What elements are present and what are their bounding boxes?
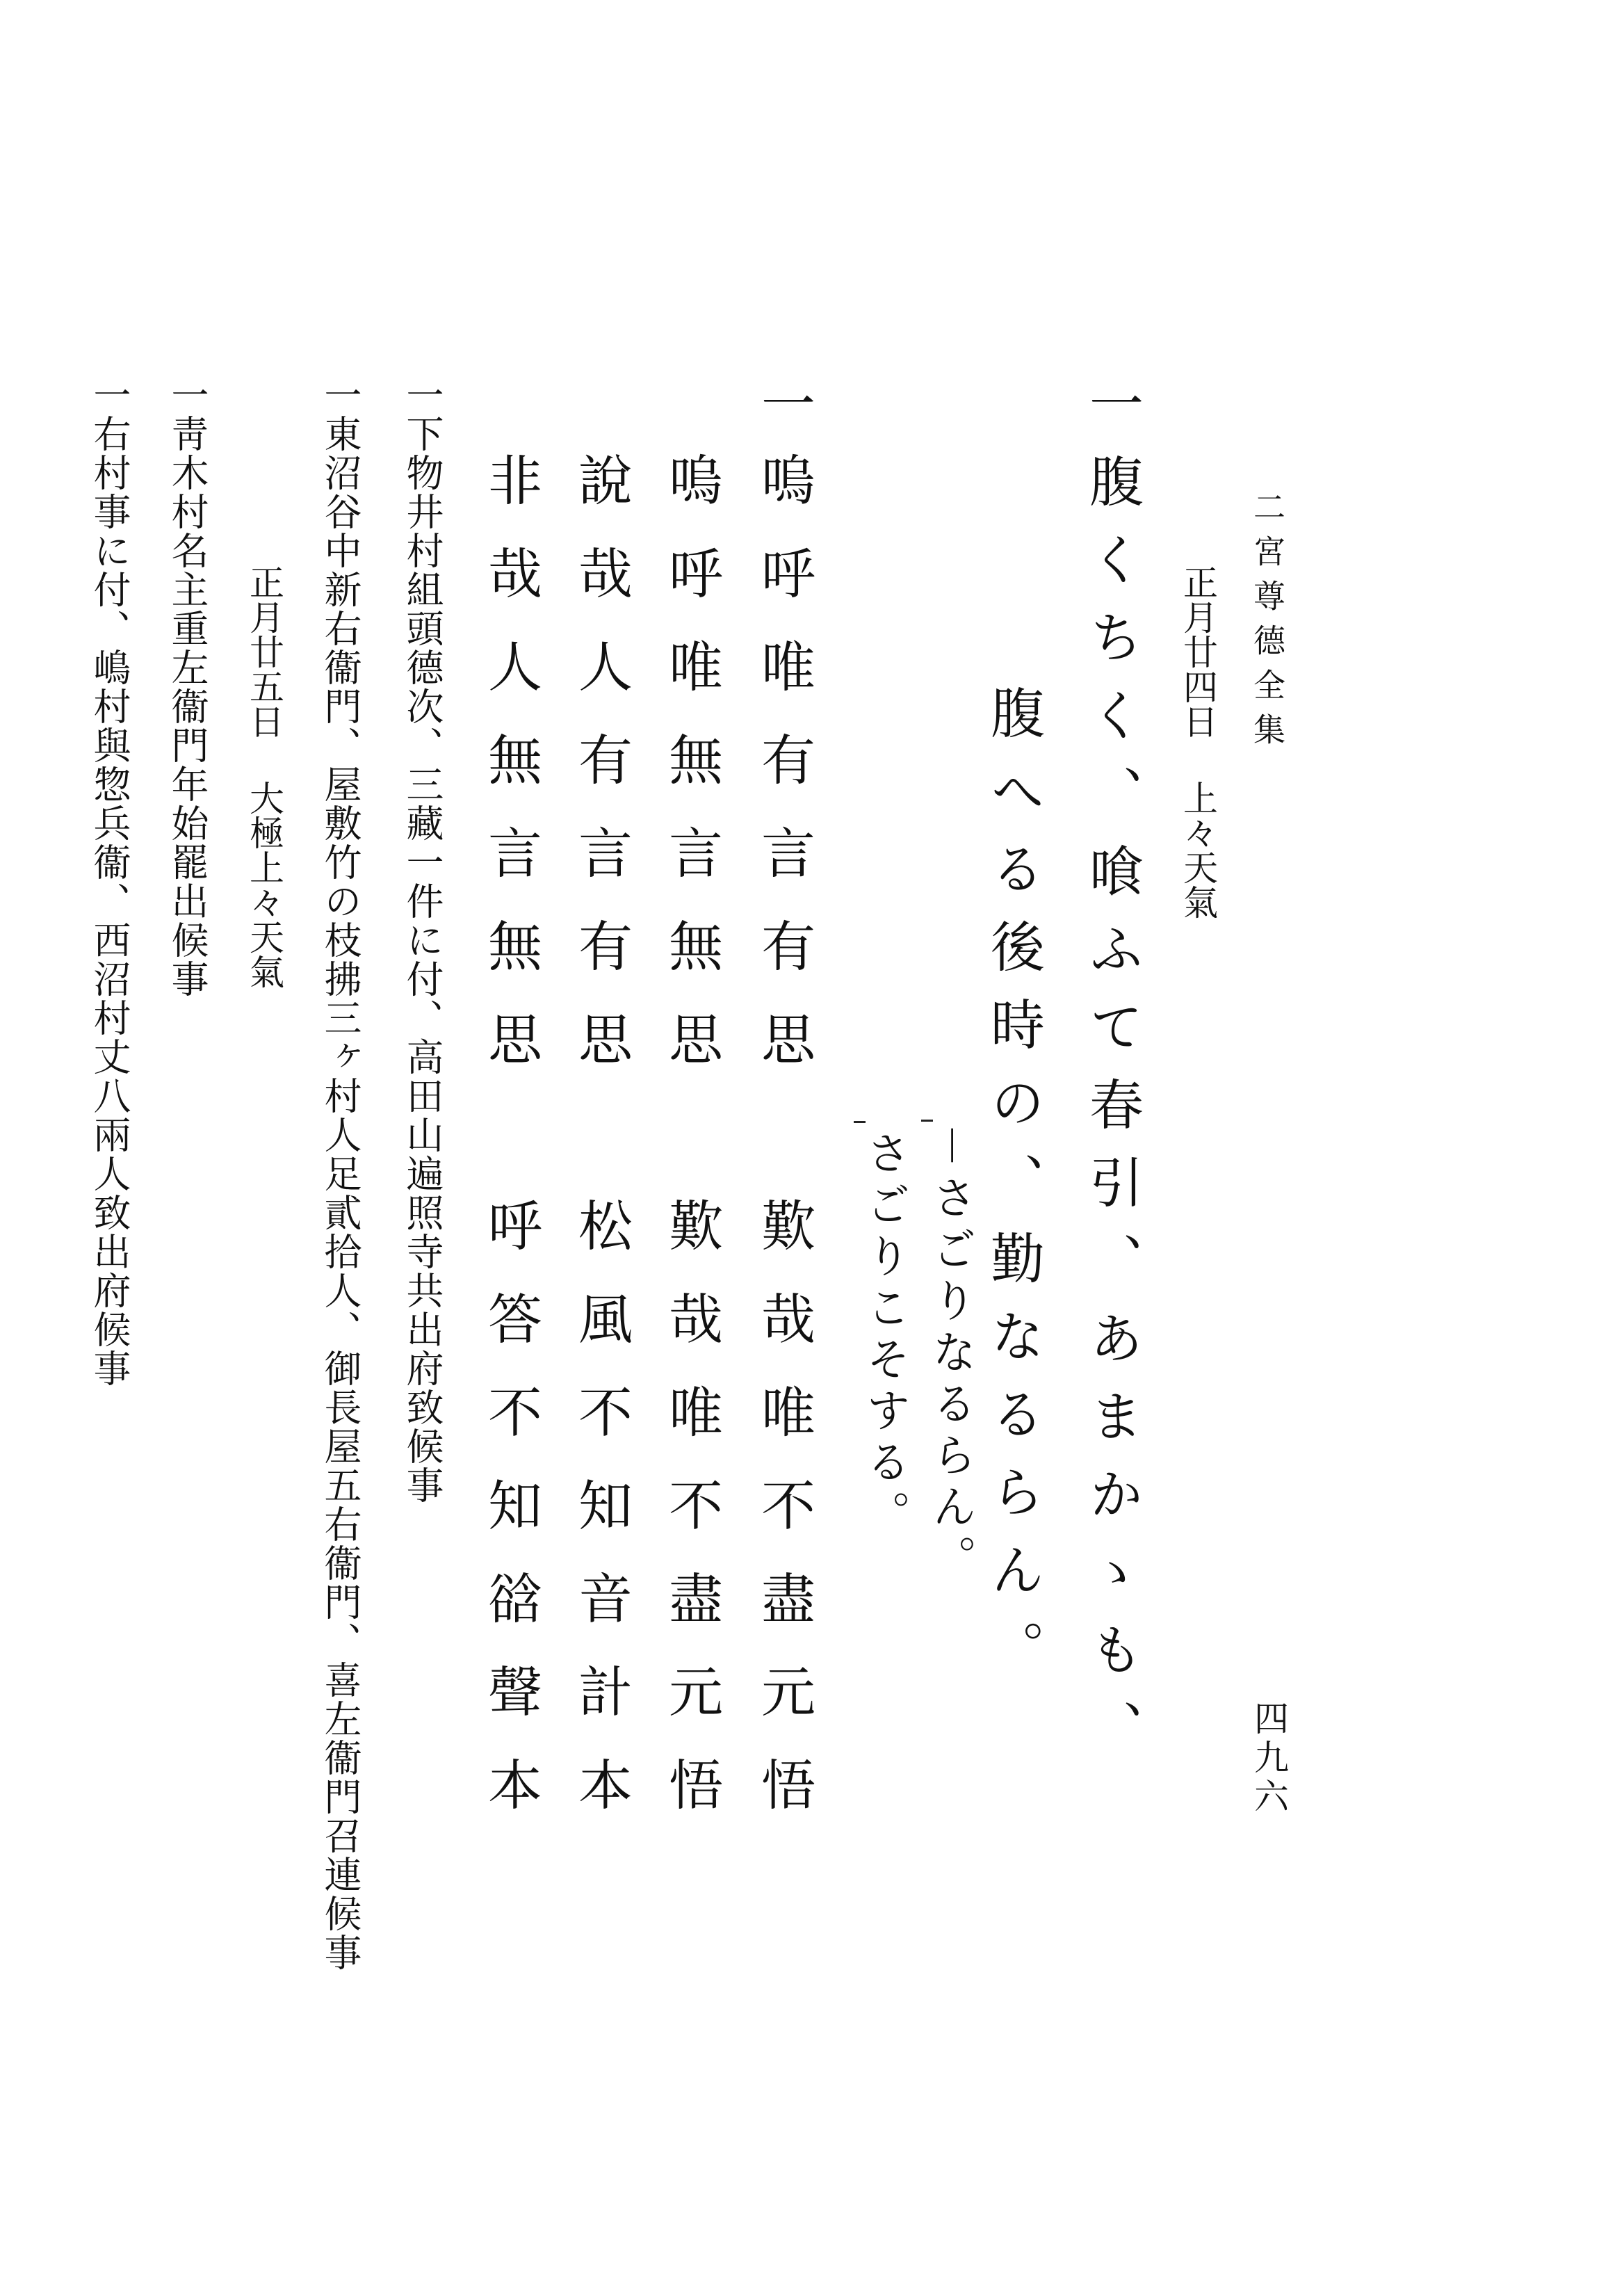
date-24-label: 正月廿四日	[1178, 565, 1218, 739]
poem-marker: 一	[752, 376, 815, 453]
date-24	[1178, 565, 1218, 919]
entry-24-note2: さごりこそする。	[859, 1130, 910, 1542]
item-24-2: 一東沼谷中新右衞門、屋敷竹の枝拂三ヶ村人足貳拾人、御長屋五右衞門、喜左衞門召連候事	[318, 376, 362, 1972]
date-25-label: 正月廿五日	[244, 565, 284, 739]
entry-24-line1: 一腹くちく、喰ふて春引、あまかゝも、	[1080, 376, 1143, 1777]
entry-24-line2: 腹へる後時の、勤なるらん。	[982, 685, 1044, 1697]
date-25-weather: 大極上々天氣	[244, 780, 284, 989]
item-24-1: 一下物井村組頭德次、三藏一件に付、高田山遍照寺共出府致候事	[400, 376, 444, 1505]
item-25-2: 一右村事に付、嶋村與惣兵衞、西沼村丈八兩人致出府候事	[88, 376, 131, 1388]
book-title: 二宮尊德全集	[1249, 490, 1286, 757]
item-25-1: 一靑木村名主重左衞門年始罷出候事	[165, 376, 209, 999]
poem-column-3: 說哉人有言有思 松風不知音計本	[569, 452, 632, 1850]
date-25	[244, 565, 284, 989]
poem-column-2: 嗚呼唯無言無思 歎哉唯不盡元悟	[660, 452, 722, 1850]
note2-bracket	[854, 1121, 866, 1123]
poem-column-4: 非哉人無言無思 呼答不知谽聲本	[479, 452, 542, 1850]
poem-column-1: 嗚呼唯有言有思 歎哉唯不盡元悟	[752, 452, 815, 1850]
entry-24-note1: －さごりなるらん。	[925, 1123, 976, 1586]
page-number: 四九六	[1249, 1700, 1289, 1817]
date-24-weather: 上々天氣	[1178, 780, 1218, 919]
note1-bracket	[921, 1120, 933, 1122]
